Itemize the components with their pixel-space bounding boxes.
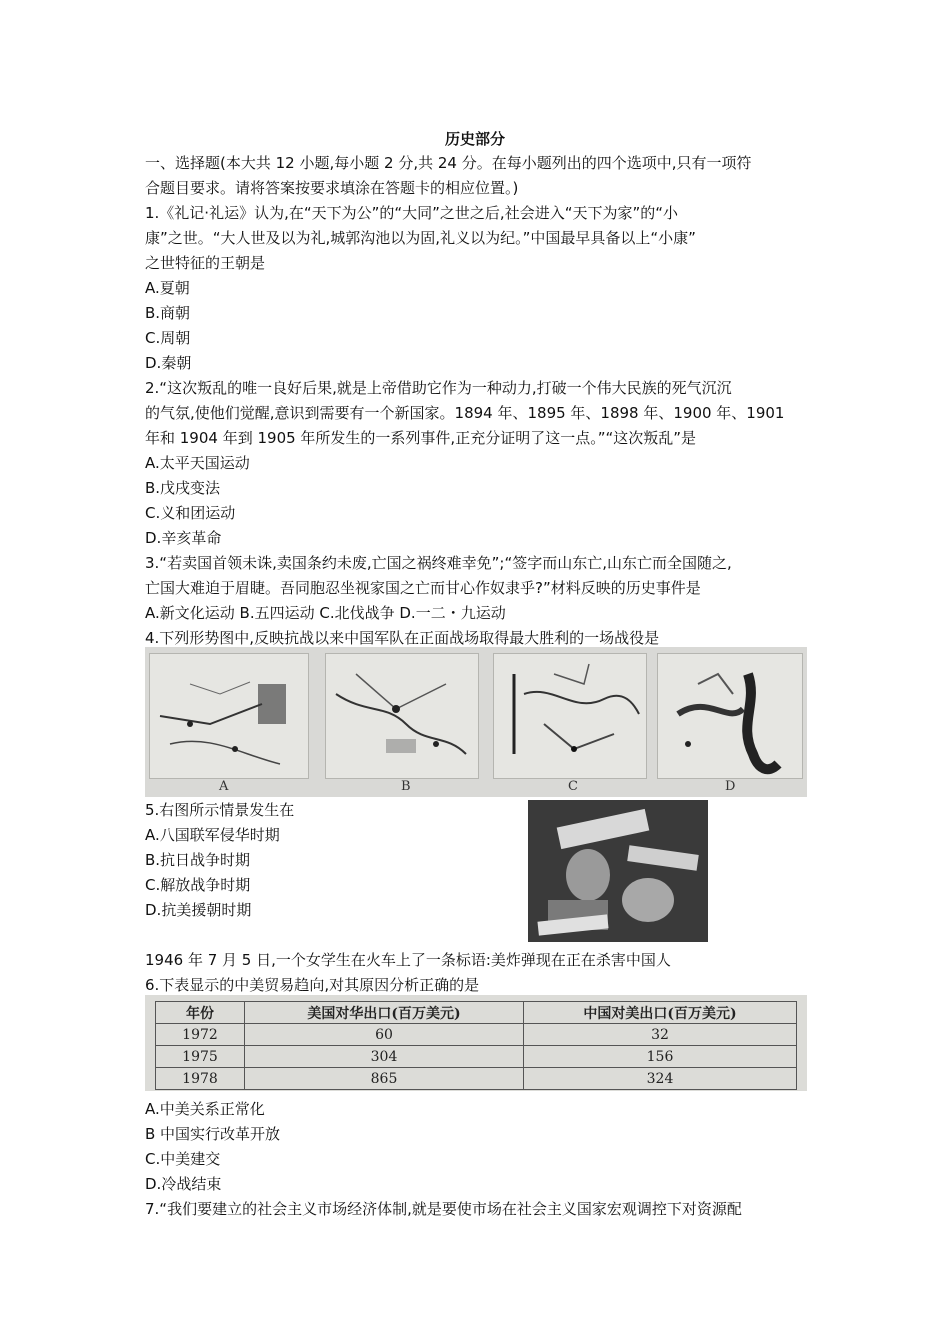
- q1-option-d: D.秦朝: [145, 354, 192, 372]
- map-c-drawing: [494, 654, 646, 778]
- q5-photo: [528, 800, 708, 942]
- q2-stem-line-3: 年和 1904 年到 1905 年所发生的一系列事件,正充分证明了这一点。”“这次叛乱”是: [145, 429, 697, 447]
- header-year: 年份: [156, 1002, 245, 1024]
- map-b: [325, 653, 479, 779]
- q3-stem-line-1: 3.“若卖国首领未诛,卖国条约未废,亡国之祸终难幸免”;“签字而山东亡,山东亡而全国随之,: [145, 554, 732, 572]
- q6-trade-table-figure: [145, 995, 807, 1091]
- section-heading-line-1: 一、选择题(本大共 12 小题,每小题 2 分,共 24 分。在每小题列出的四个选项中,只有一项符: [145, 154, 752, 172]
- map-b-drawing: [326, 654, 478, 778]
- cell-year: 1978: [156, 1068, 245, 1090]
- q6-option-c: C.中美建交: [145, 1150, 221, 1168]
- table-row: [156, 1046, 797, 1068]
- q1-stem-line-2: 康”之世。“大人世及以为礼,城郭沟池以为固,礼义以为纪。”中国最早具备以上“小康”: [145, 229, 696, 247]
- map-c-label: C: [568, 779, 578, 794]
- q2-stem-line-1: 2.“这次叛乱的唯一良好后果,就是上帝借助它作为一种动力,打破一个伟大民族的死气沉沉: [145, 379, 732, 397]
- map-a-drawing: [150, 654, 308, 778]
- header-china-exports: 中国对美出口(百万美元): [524, 1002, 797, 1024]
- table-header-row: [156, 1002, 797, 1024]
- q4-battle-maps-figure: [145, 647, 807, 797]
- q3-options: A.新文化运动 B.五四运动 C.北伐战争 D.一二・九运动: [145, 604, 506, 622]
- q6-option-b: B 中国实行改革开放: [145, 1125, 281, 1143]
- q1-option-a: A.夏朝: [145, 279, 190, 297]
- map-b-label: B: [401, 779, 411, 794]
- cell-year: 1975: [156, 1046, 245, 1068]
- q5-option-d: D.抗美援朝时期: [145, 901, 252, 919]
- q2-option-a: A.太平天国运动: [145, 454, 250, 472]
- cell-us-exports: 304: [245, 1046, 524, 1068]
- q1-option-c: C.周朝: [145, 329, 191, 347]
- cell-year: 1972: [156, 1024, 245, 1046]
- cell-china-exports: 32: [524, 1024, 797, 1046]
- q2-stem-line-2: 的气氛,使他们觉醒,意识到需要有一个新国家。1894 年、1895 年、1898 年、1900 年、1901: [145, 404, 785, 422]
- q2-option-b: B.戊戌变法: [145, 479, 221, 497]
- q5-stem: 5.右图所示情景发生在: [145, 801, 295, 819]
- q4-stem: 4.下列形势图中,反映抗战以来中国军队在正面战场取得最大胜利的一场战役是: [145, 629, 660, 647]
- q3-stem-line-2: 亡国大难迫于眉睫。吾同胞忍坐视家国之亡而甘心作奴隶乎?”材料反映的历史事件是: [145, 579, 701, 597]
- q2-option-c: C.义和团运动: [145, 504, 236, 522]
- q1-stem-line-1: 1.《礼记·礼运》认为,在“天下为公”的“大同”之世之后,社会进入“天下为家”的“小: [145, 204, 679, 222]
- cell-china-exports: 156: [524, 1046, 797, 1068]
- q2-option-d: D.辛亥革命: [145, 529, 222, 547]
- q1-option-b: B.商朝: [145, 304, 191, 322]
- page-title: 历史部分: [444, 130, 505, 148]
- table-row: [156, 1068, 797, 1090]
- q6-trade-table: [155, 1001, 797, 1090]
- q5-option-b: B.抗日战争时期: [145, 851, 251, 869]
- map-a-label: A: [219, 779, 229, 794]
- map-d: [657, 653, 803, 779]
- table-row: [156, 1024, 797, 1046]
- q7-stem: 7.“我们要建立的社会主义市场经济体制,就是要使市场在社会主义国家宏观调控下对资源配: [145, 1200, 742, 1218]
- q6-option-a: A.中美关系正常化: [145, 1100, 265, 1118]
- cell-us-exports: 865: [245, 1068, 524, 1090]
- section-heading-line-2: 合题目要求。请将答案按要求填涂在答题卡的相应位置。): [145, 179, 519, 197]
- q6-stem: 6.下表显示的中美贸易趋向,对其原因分析正确的是: [145, 976, 480, 994]
- header-us-exports: 美国对华出口(百万美元): [245, 1002, 524, 1024]
- map-c: [493, 653, 647, 779]
- q5-photo-drawing: [528, 800, 708, 942]
- q5-option-c: C.解放战争时期: [145, 876, 251, 894]
- q6-option-d: D.冷战结束: [145, 1175, 222, 1193]
- map-a: [149, 653, 309, 779]
- cell-us-exports: 60: [245, 1024, 524, 1046]
- q1-stem-line-3: 之世特征的王朝是: [145, 254, 266, 272]
- q5-option-a: A.八国联军侵华时期: [145, 826, 280, 844]
- map-d-drawing: [658, 654, 802, 778]
- cell-china-exports: 324: [524, 1068, 797, 1090]
- q5-photo-caption: 1946 年 7 月 5 日,一个女学生在火车上了一条标语:美炸弹现在正在杀害中国人: [145, 951, 671, 969]
- map-d-label: D: [725, 779, 736, 794]
